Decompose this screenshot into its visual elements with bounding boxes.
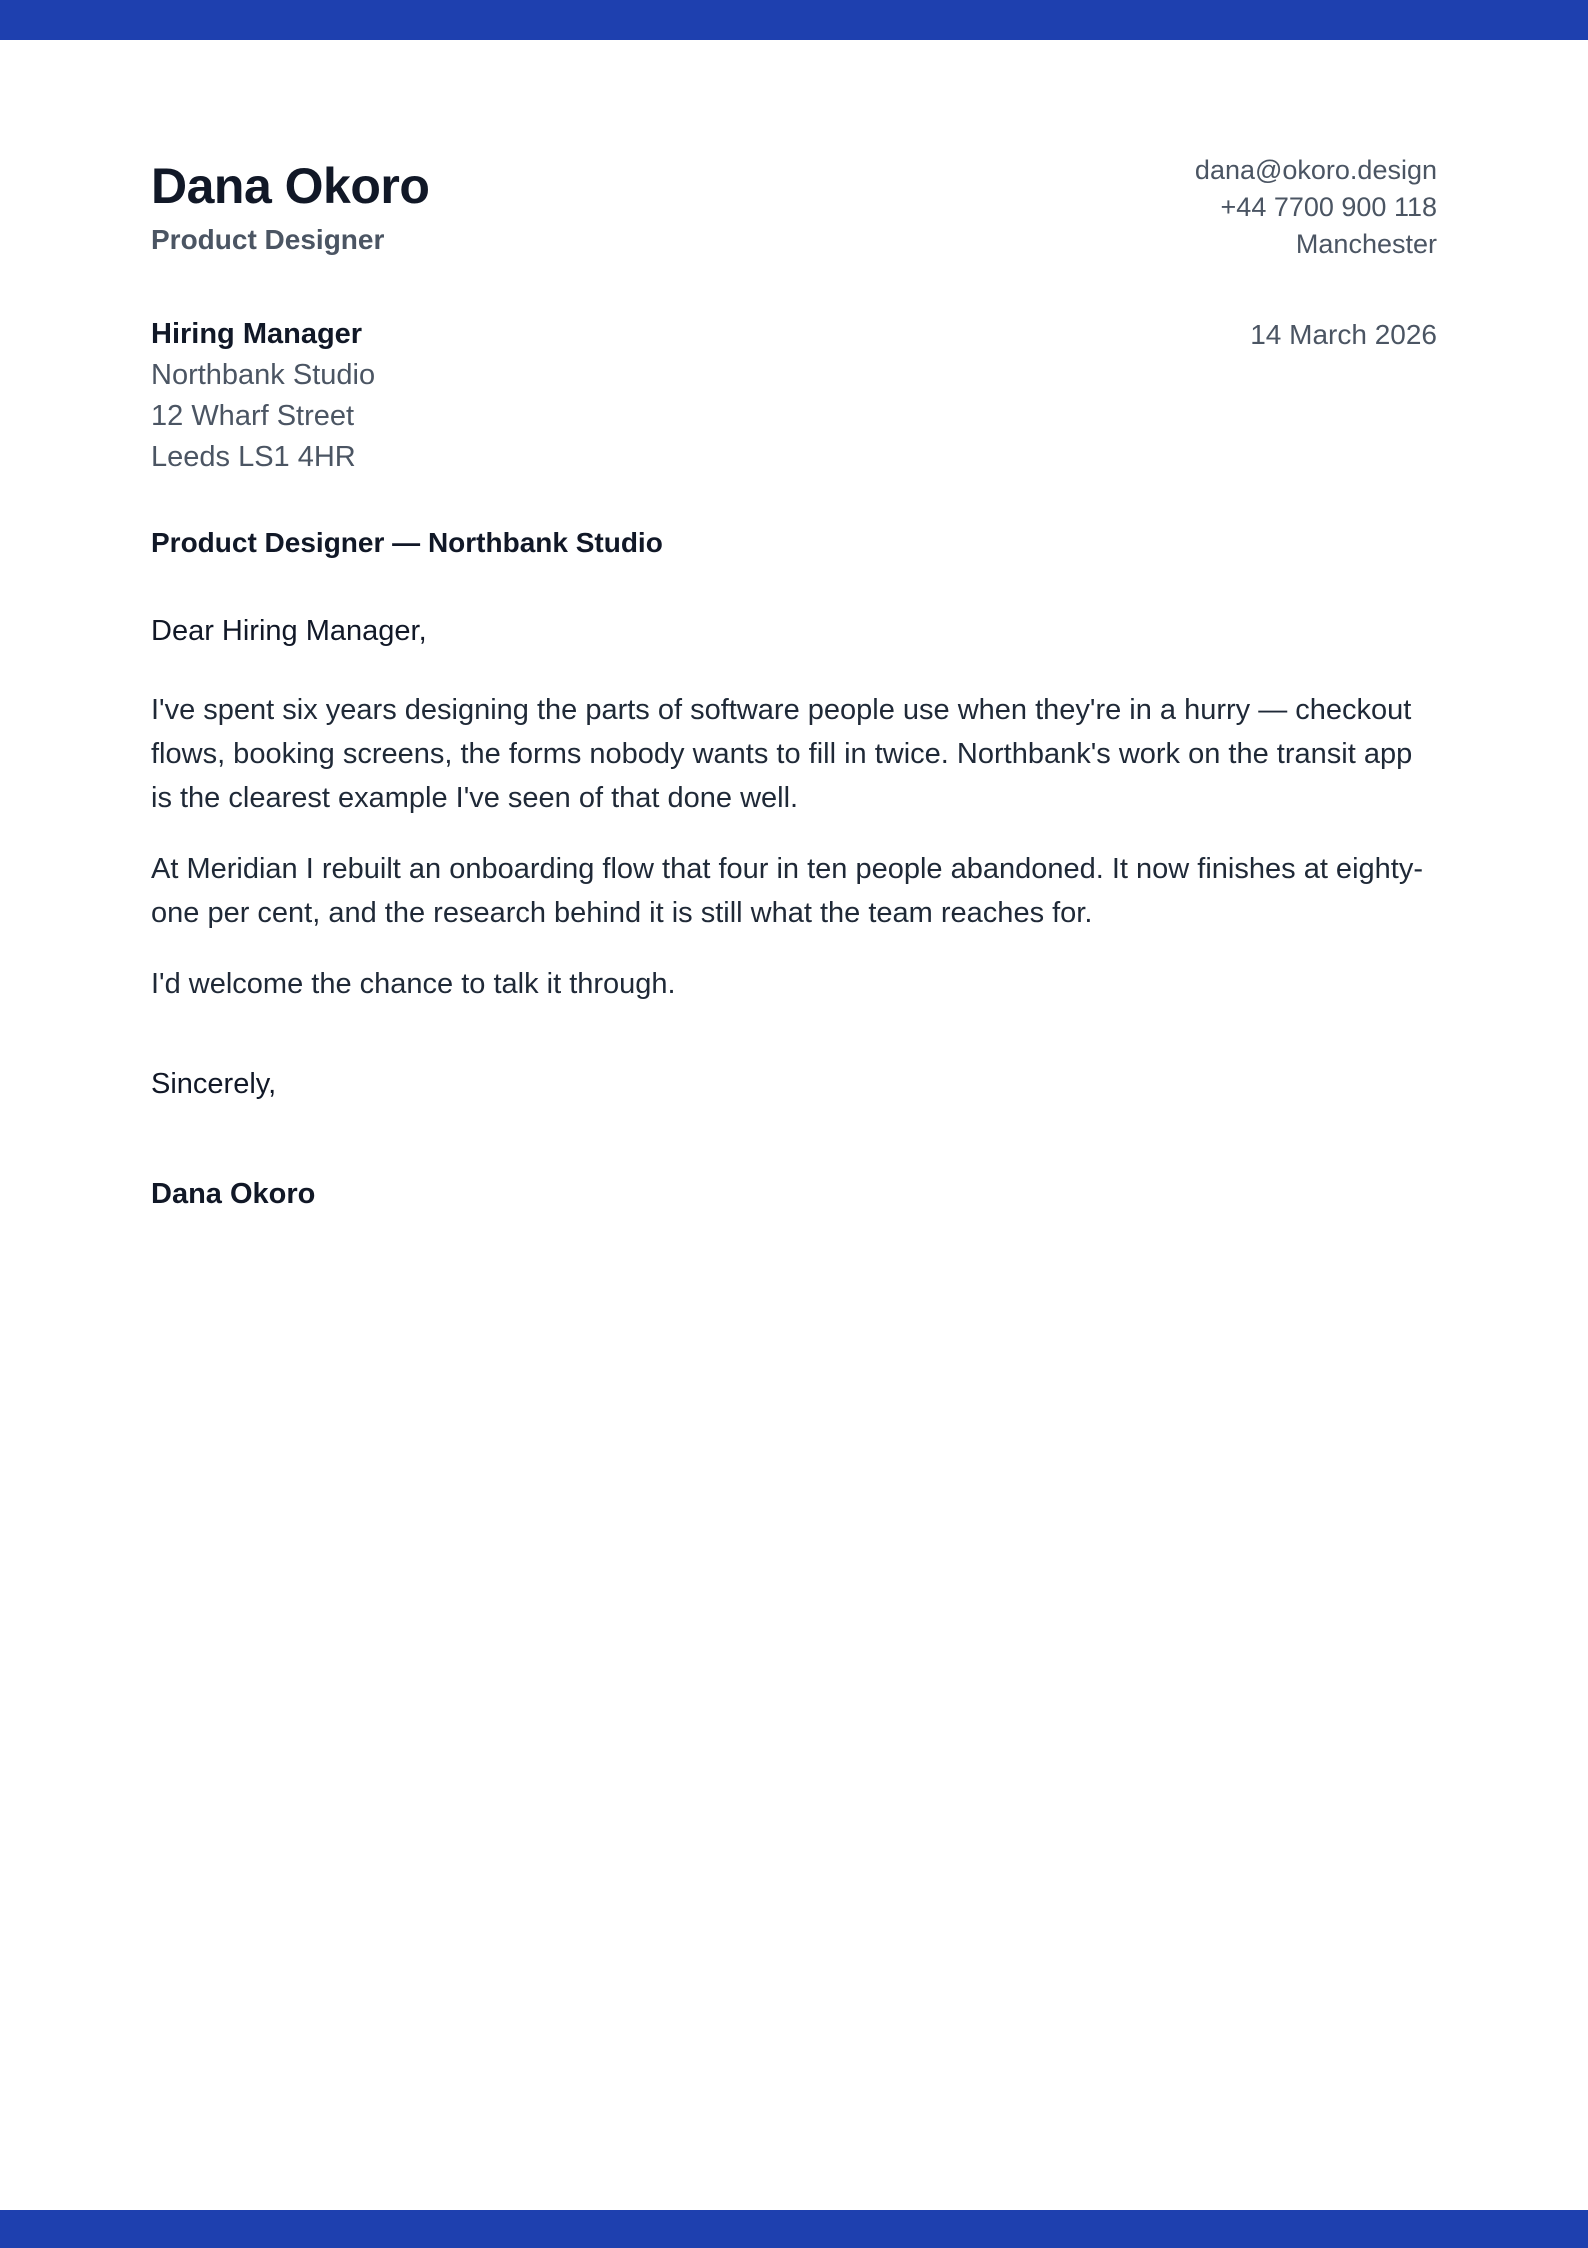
recipient-title: Hiring Manager	[151, 318, 363, 350]
body-paragraph: At Meridian I rebuilt an onboarding flow that four in ten people abandoned. It now finishes at eighty-one per cent, and the research behind it is still what the team reaches for.	[151, 853, 1423, 929]
subject-line: Product Designer — Northbank Studio	[151, 527, 663, 558]
signature: Dana Okoro	[151, 1178, 316, 1210]
bottom-accent-bar	[0, 2210, 1588, 2248]
letter-date: 14 March 2026	[1250, 319, 1437, 350]
recipient-block	[151, 314, 375, 478]
recipient-street: 12 Wharf Street	[151, 400, 355, 432]
body-paragraph: I'd welcome the chance to talk it through.	[151, 968, 676, 1000]
contact-phone: +44 7700 900 118	[1220, 192, 1437, 222]
letter-body	[151, 688, 1437, 1033]
salutation: Dear Hiring Manager,	[151, 615, 427, 647]
sender-name: Dana Okoro	[151, 158, 430, 214]
contact-block	[1195, 152, 1437, 263]
contact-city: Manchester	[1295, 229, 1437, 259]
closing: Sincerely,	[151, 1068, 277, 1100]
recipient-company: Northbank Studio	[151, 359, 376, 391]
sender-role: Product Designer	[151, 224, 385, 255]
contact-email: dana@okoro.design	[1194, 155, 1437, 185]
body-paragraph: I've spent six years designing the parts of software people use when they're in a hurry — checkout flows, booking screens, the forms nobody wants to fill in twice. Northbank's work on the transit app is the clearest example I've seen of that done well.	[151, 694, 1413, 814]
recipient-city-postcode: Leeds LS1 4HR	[151, 441, 356, 473]
top-accent-bar	[0, 0, 1588, 40]
